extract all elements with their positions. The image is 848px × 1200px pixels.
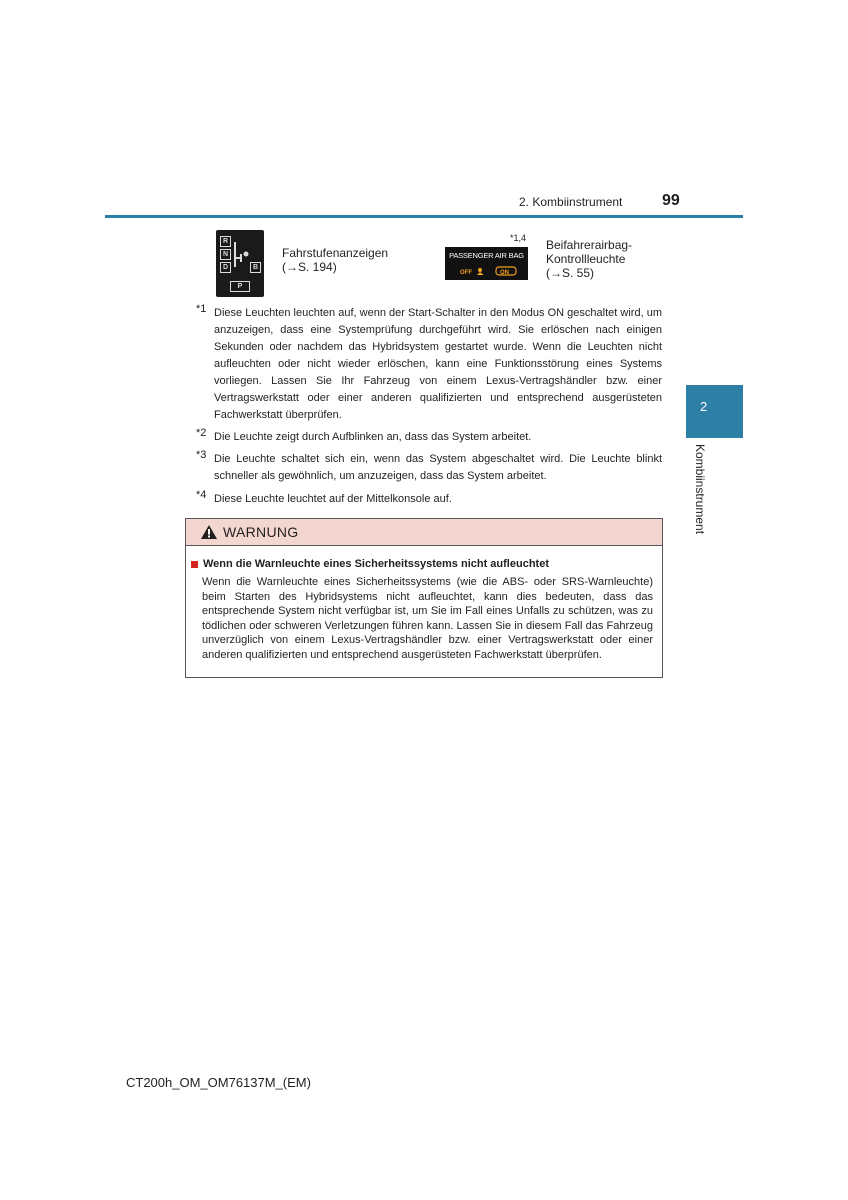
chapter-tab (686, 385, 743, 438)
footnote-text: Die Leuchte schaltet sich ein, wenn das System abgeschaltet wird. Die Leuchte blinkt schneller als gewöhnlich, um anzuzeigen, dass das System arbeitet. (214, 453, 662, 482)
warning-box (185, 518, 663, 678)
airbag-panel-text: PASSENGER AIR BAG (449, 251, 524, 260)
shift-letter-p: P (230, 281, 250, 292)
chapter-label: Kombiinstrument (693, 444, 707, 535)
header-divider (105, 215, 743, 218)
chapter-number: 2 (700, 399, 708, 414)
shift-letter-n: N (220, 249, 231, 260)
warning-triangle-icon (200, 524, 218, 540)
page-number: 99 (662, 192, 680, 209)
shift-path-icon (232, 240, 250, 270)
warning-body: Wenn die Warnleuchte eines Sicherheitssystems (wie die ABS- oder SRS-Warnleuchte) beim Starten des Hybridsystems nicht aufleuchtet, kann dies bedeuten, dass das entsprechende System nicht verfügbar ist, um Sie im Fall eines Unfalls zu schützen, was zu tödlichen oder schweren Verletzungen führen kann. Lassen Sie in diesem Fall das Fahrzeug unverzüglich von einem Lexus-Vertragshändler bzw. einer Vertragswerkstatt oder einer anderen qualifizierten und entsprechend ausgerüsteten Fachwerkstatt überprüfen. (202, 576, 653, 661)
airbag-indicator-label: Beifahrerairbag- Kontrollleuchte (→S. 55) (546, 238, 633, 280)
footnote-mark: *3 (196, 449, 207, 461)
footnote-1 (196, 305, 662, 424)
footnote-text: Diese Leuchte leuchtet auf der Mittelkonsole auf. (214, 493, 452, 505)
airbag-indicator-image (445, 247, 528, 280)
footnote-3 (196, 451, 662, 485)
footnote-2 (196, 429, 662, 446)
footnote-4 (196, 491, 662, 508)
shift-indicator-label: Fahrstufenanzeigen (→S. 194) (282, 246, 389, 274)
footnote-text: Diese Leuchten leuchten auf, wenn der Start-Schalter in den Modus ON geschaltet wird, um anzuzeigen, dass eine Systemprüfung durchgeführt wird. Sie erlöschen nach einigen Sekunden oder nachdem das Hybridsystem gestartet wurde. Wenn die Leuchten nicht aufleuchten oder nicht wieder erlöschen, kann eine Funktionsstörung eines Systems vorliegen. Lassen Sie Ihr Fahrzeug von einem Lexus-Vertragshändler bzw. einer Vertragswerkstatt oder einer anderen qualifizierten und entsprechend ausgerüsteten Fachwerkstatt überprüfen. (214, 307, 662, 421)
footnote-mark: *4 (196, 489, 207, 501)
airbag-status-icon (460, 266, 520, 276)
airbag-on-text: ON (500, 270, 509, 276)
document-code: CT200h_OM_OM76137M_(EM) (126, 1075, 311, 1090)
bullet-square-icon (191, 561, 198, 568)
shift-letter-d: D (220, 262, 231, 273)
shift-letter-r: R (220, 236, 231, 247)
footnote-mark: *2 (196, 427, 207, 439)
section-title: 2. Kombiinstrument (519, 195, 623, 209)
warning-title: WARNUNG (223, 524, 299, 540)
shift-indicator-image (216, 230, 264, 297)
footnote-text: Die Leuchte zeigt durch Aufblinken an, dass das System arbeitet. (214, 431, 532, 443)
shift-letter-b: B (250, 262, 261, 273)
warning-subtitle: Wenn die Warnleuchte eines Sicherheitssystems nicht aufleuchtet (203, 558, 549, 570)
airbag-footnote-ref: *1,4 (510, 233, 527, 243)
footnote-mark: *1 (196, 303, 207, 315)
airbag-off-text: OFF (460, 270, 472, 276)
warning-header (186, 519, 662, 546)
